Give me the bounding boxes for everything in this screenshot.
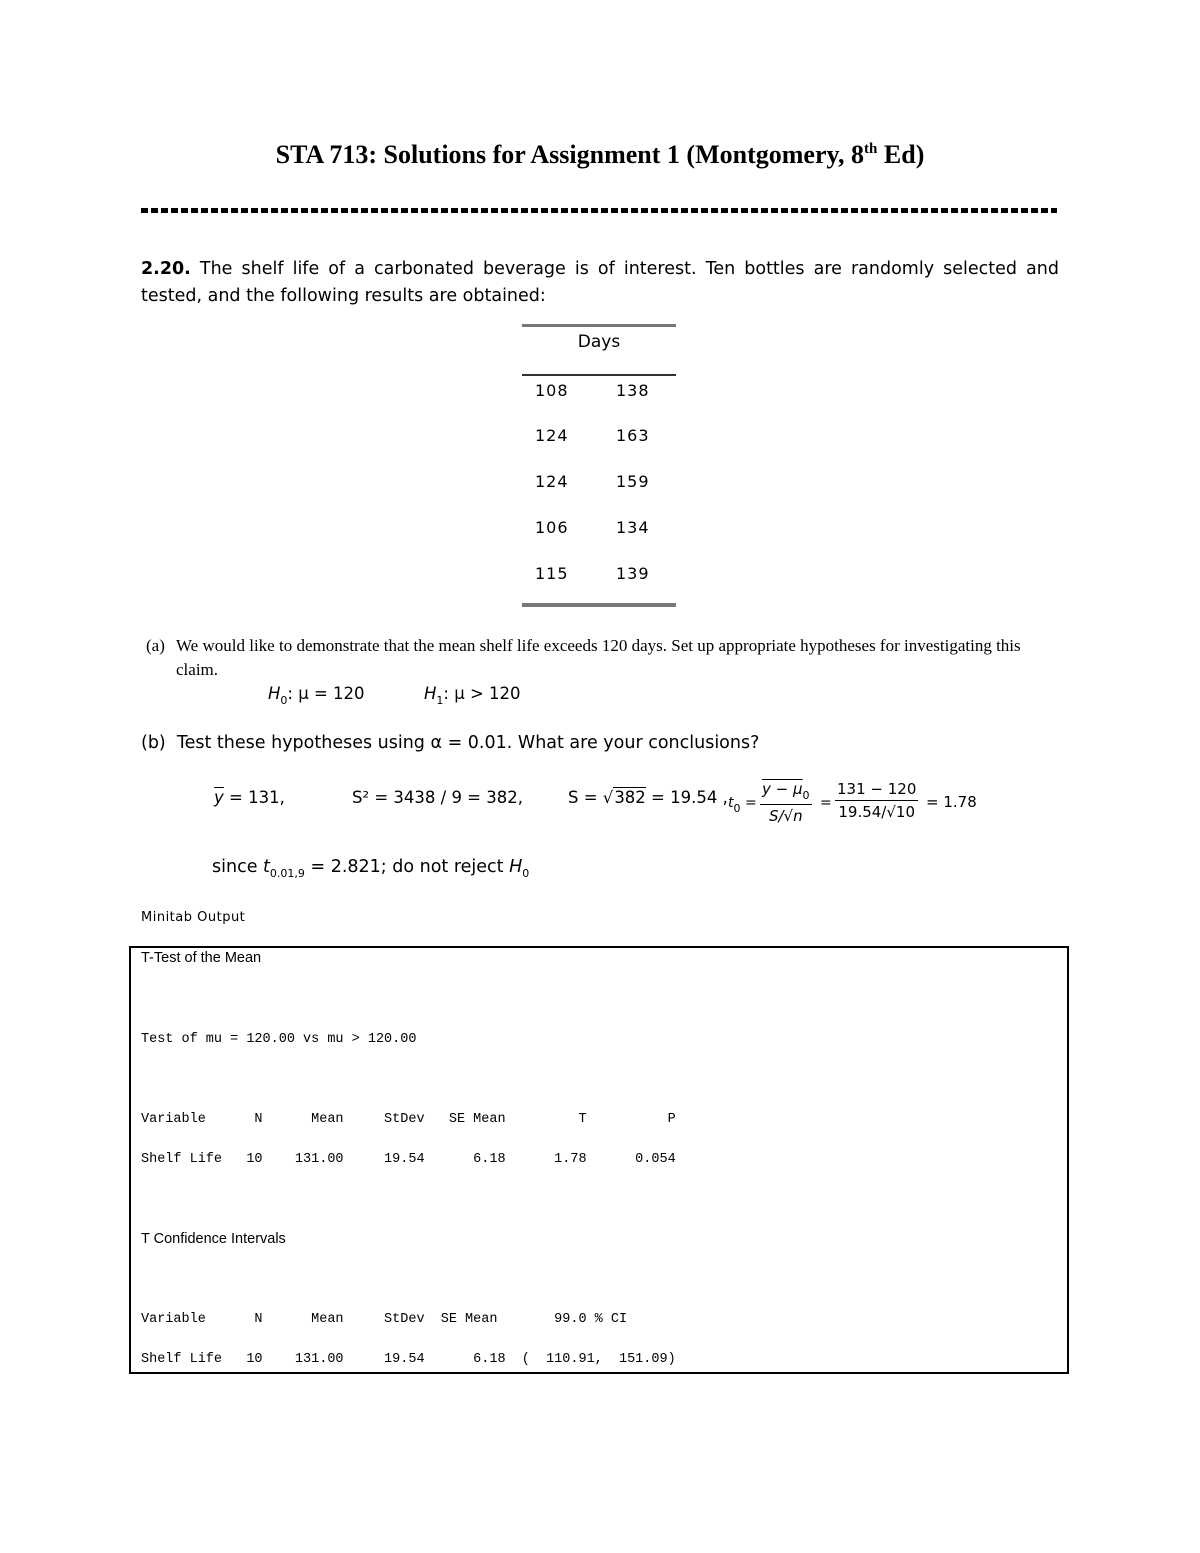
table-header: Days	[577, 332, 621, 352]
table-cell: 124	[535, 472, 569, 491]
t-statistic-label: $t_0$ =	[728, 795, 757, 815]
t-value-fraction: $\frac{131 - 120}{19.54/√10}$	[837, 780, 917, 821]
table-cell: 134	[616, 518, 650, 537]
table-cell: 115	[535, 564, 569, 583]
ttest-row: Shelf Life 10 131.00 19.54 6.18 1.78 0.054	[141, 1152, 676, 1167]
table-cell: 139	[616, 564, 650, 583]
ttest-title: T-Test of the Mean	[141, 950, 262, 966]
ci-row: Shelf Life 10 131.00 19.54 6.18 ( 110.91, 151.09)	[141, 1352, 676, 1367]
problem-text: The shelf life of a carbonated beverage is of interest. Ten bottles are randomly selected and tested, and the following results are obtained:	[141, 259, 1059, 306]
page-title: STA 713: Solutions for Assignment 1 (Montgomery, 8th Ed)	[275, 140, 925, 169]
equals-sign: =	[820, 795, 832, 811]
table-header-rule	[522, 374, 676, 376]
sample-variance: S² = 3438 / 9 = 382,	[352, 788, 523, 807]
part-a-text: We would like to demonstrate that the mean shelf life exceeds 120 days. Set up appropriate hypotheses for investigating this claim.	[176, 636, 1021, 679]
hypothesis-null: $H_0$: μ = 120	[268, 684, 365, 707]
part-b: (b) Test these hypotheses using α = 0.01. What are your conclusions?	[141, 733, 760, 753]
t-formula-fraction: $\frac{y - \mu_0}{S/√n}$	[762, 780, 810, 825]
t-result: = 1.78	[926, 793, 977, 811]
table-cell: 159	[616, 472, 650, 491]
sample-stdev: S = √382 = 19.54 ,	[568, 788, 728, 807]
part-a-label: (a)	[146, 636, 165, 655]
table-cell: 106	[535, 518, 569, 537]
table-bottom-rule	[522, 603, 676, 607]
table-cell: 108	[535, 381, 569, 400]
problem-statement	[141, 256, 1059, 310]
ci-title: T Confidence Intervals	[141, 1231, 286, 1247]
sample-mean: $\overline{y} = 131$,	[214, 788, 285, 807]
table-top-rule	[522, 324, 676, 327]
test-line: Test of mu = 120.00 vs mu > 120.00	[141, 1032, 417, 1047]
table-cell: 124	[535, 426, 569, 445]
problem-number: 2.20.	[141, 259, 191, 279]
minitab-label: Minitab Output	[141, 910, 246, 925]
table-cell: 163	[616, 426, 650, 445]
conclusion: since $t_{0.01,9} = 2.821$; do not reject $H_0$	[212, 857, 530, 880]
ttest-header: Variable N Mean StDev SE Mean T P	[141, 1112, 676, 1127]
hypothesis-alt: $H_1$: μ > 120	[424, 684, 521, 707]
table-cell: 138	[616, 381, 650, 400]
dashed-divider	[141, 208, 1057, 213]
ci-header: Variable N Mean StDev SE Mean 99.0 % CI	[141, 1312, 628, 1327]
